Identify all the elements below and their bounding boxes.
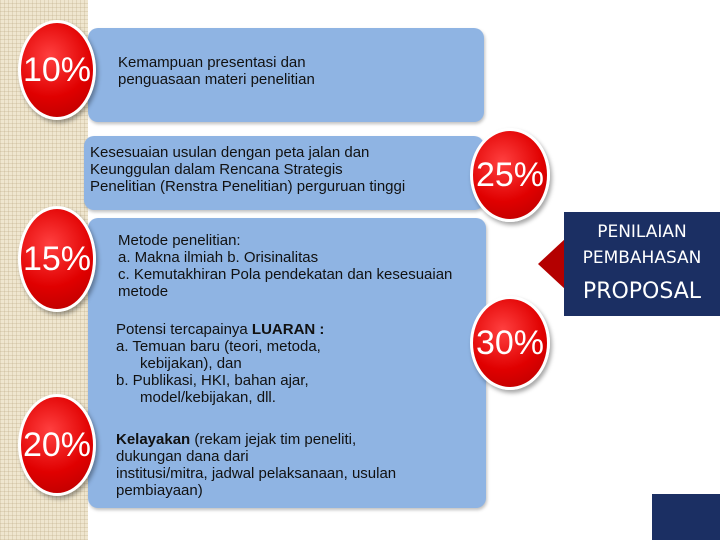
text-line: a. Makna ilmiah b. Orisinalitas [118, 249, 319, 266]
assessment-badge [564, 212, 720, 316]
text-line: dukungan dana dari [116, 448, 249, 465]
percent-circle-10 [18, 20, 96, 120]
percent-label: 15% [22, 239, 92, 278]
text-line: (rekam jejak tim peneliti, [194, 431, 357, 448]
criterion-text-feasibility [116, 431, 396, 499]
percent-circle-25 [470, 128, 550, 222]
text-line: Kesesuaian usulan dengan peta jalan dan [90, 144, 370, 161]
percent-label: 30% [475, 323, 545, 362]
text-line: pembiayaan) [116, 482, 203, 499]
text-line: a. Temuan baru (teori, metoda, [116, 338, 321, 355]
percent-circle-30 [470, 296, 550, 390]
text-line: Kemampuan presentasi dan [118, 54, 306, 71]
criterion-text-presentation [118, 54, 315, 88]
arrow-pointer [538, 238, 566, 290]
text-line: model/kebijakan, dll. [140, 389, 276, 406]
badge-line-2: PEMBAHASAN [582, 248, 702, 268]
text-line-bold: Kelayakan [116, 431, 191, 448]
text-line: b. Publikasi, HKI, bahan ajar, [116, 372, 309, 389]
text-line: Metode penelitian: [118, 232, 241, 249]
text-line: c. Kemutakhiran Pola pendekatan dan kesesuaian [118, 266, 453, 283]
percent-label: 20% [22, 425, 92, 464]
text-line: kebijakan), dan [140, 355, 242, 372]
criterion-text-roadmap [90, 144, 405, 195]
corner-decoration [652, 494, 720, 540]
badge-line-1: PENILAIAN [597, 222, 687, 242]
text-line: metode [118, 283, 169, 300]
text-line: institusi/mitra, jadwal pelaksanaan, usulan [116, 465, 397, 482]
percent-circle-15 [18, 206, 96, 312]
percent-label: 25% [475, 155, 545, 194]
text-line-bold: LUARAN : [251, 321, 325, 338]
text-line: Penelitian (Renstra Penelitian) perguruan tinggi [90, 178, 406, 195]
criterion-text-output [116, 321, 324, 406]
percent-circle-20 [18, 394, 96, 496]
criterion-text-method [118, 232, 452, 300]
text-line: penguasaan materi penelitian [118, 71, 315, 88]
text-line: Keunggulan dalam Rencana Strategis [90, 161, 343, 178]
text-line: Potensi tercapainya [116, 321, 248, 338]
percent-label: 10% [22, 50, 92, 89]
badge-title: PROPOSAL [582, 279, 702, 304]
